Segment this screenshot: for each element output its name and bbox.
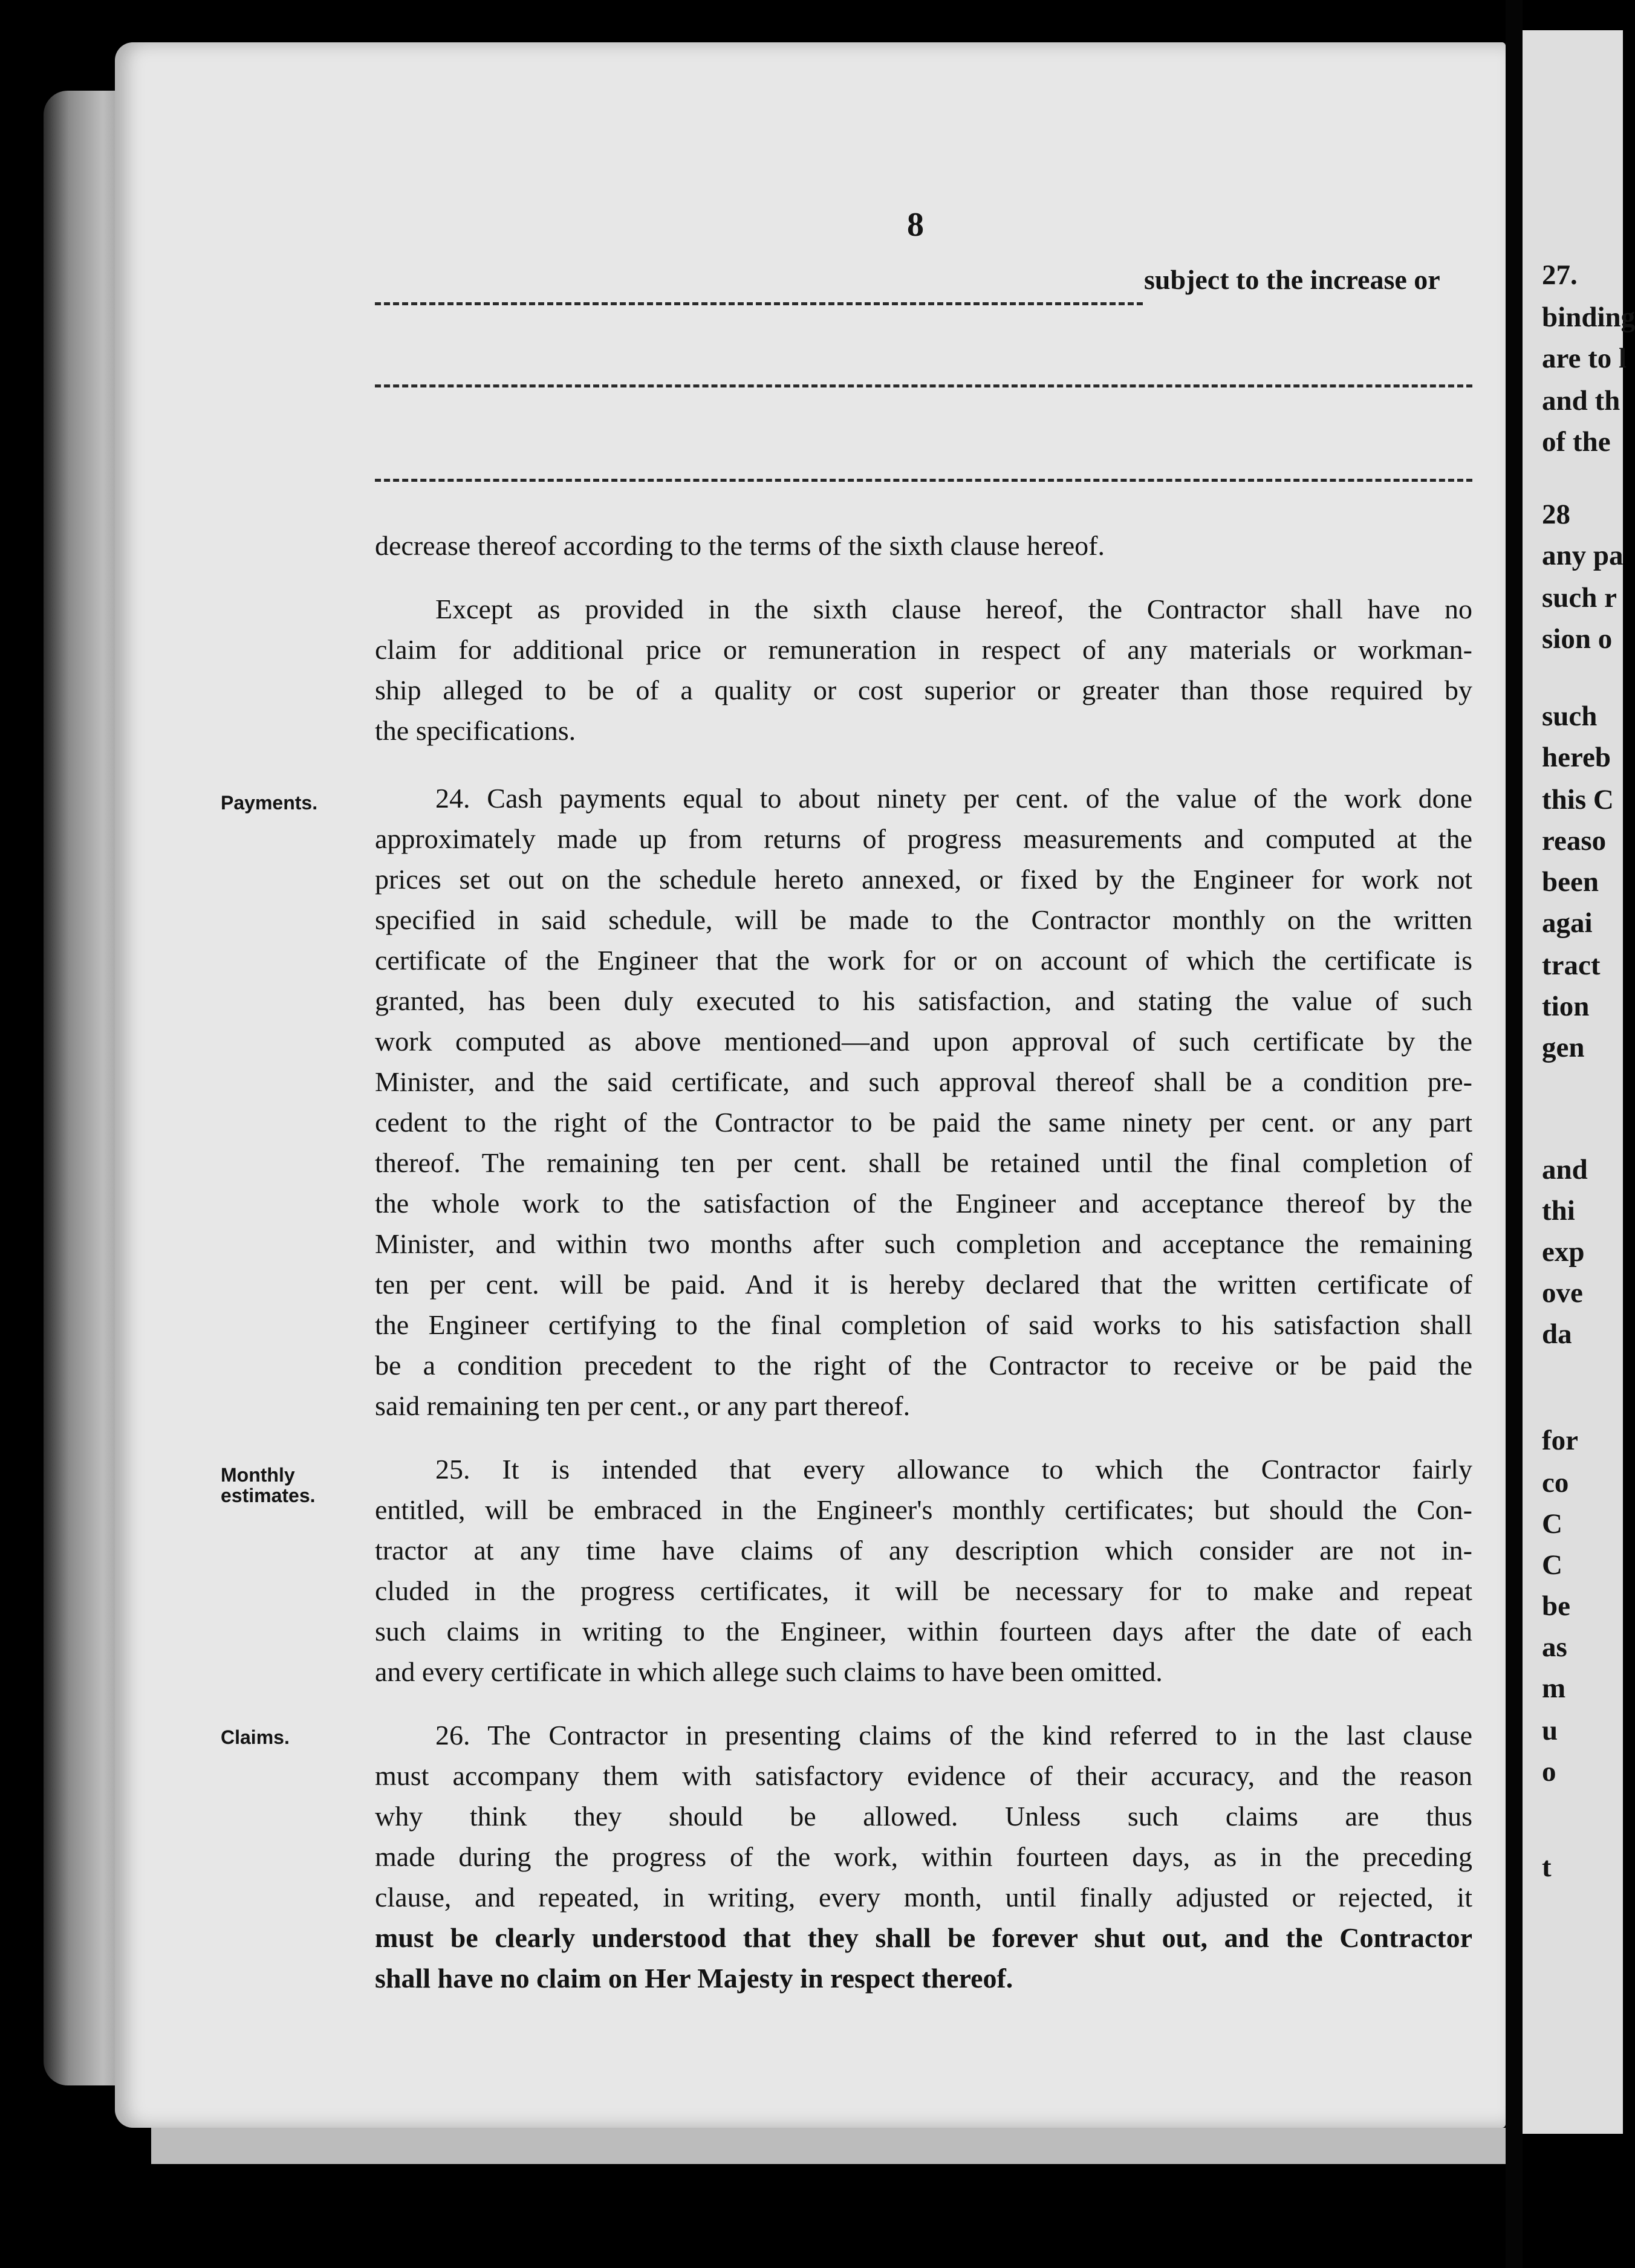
body-line: the whole work to the satisfaction of the Engineer and acceptance thereof by the	[375, 1188, 1472, 1219]
body-line: decrease thereof according to the terms of the sixth clause hereof.	[375, 530, 1105, 561]
body-line: thereof. The remaining ten per cent. shall be retained until the final completion of	[375, 1147, 1472, 1178]
body-line: tractor at any time have claims of any description which consider are not in-	[375, 1535, 1472, 1566]
body-line: shall have no claim on Her Majesty in respect thereof.	[375, 1963, 1013, 1994]
body-line: such claims in writing to the Engineer, within fourteen days after the date of each	[375, 1616, 1472, 1647]
body-line: ship alleged to be of a quality or cost superior or greater than those required by	[375, 675, 1472, 705]
body-line: Minister, and within two months after such completion and acceptance the remaining	[375, 1228, 1472, 1259]
facing-fragment: for	[1542, 1425, 1579, 1456]
body-line: approximately made up from returns of progress measurements and computed at the	[375, 823, 1472, 854]
facing-fragment: sion o	[1542, 623, 1613, 655]
facing-fragment: ove	[1542, 1277, 1583, 1309]
body-line: entitled, will be embraced in the Engineer's monthly certificates; but should the Con-	[375, 1494, 1472, 1525]
body-line: specified in said schedule, will be made to the Contractor monthly on the written	[375, 904, 1472, 935]
facing-fragment: such r	[1542, 582, 1617, 614]
page-stack-edge	[151, 2128, 1506, 2164]
book-gutter	[1506, 0, 1523, 2268]
body-line: made during the progress of the work, within fourteen days, as in the preceding	[375, 1841, 1472, 1872]
facing-fragment: t	[1542, 1852, 1552, 1883]
facing-fragment: reaso	[1542, 825, 1607, 857]
facing-fragment: 28	[1542, 499, 1570, 530]
facing-fragment: tract	[1542, 950, 1601, 981]
facing-fragment: agai	[1542, 907, 1593, 939]
body-line: the Engineer certifying to the final completion of said works to his satisfaction shall	[375, 1309, 1472, 1340]
body-line: be a condition precedent to the right of the Contractor to receive or be paid the	[375, 1350, 1472, 1381]
facing-fragment: C	[1542, 1549, 1562, 1581]
margin-note-monthly: Monthly	[221, 1464, 295, 1486]
facing-fragment: o	[1542, 1756, 1556, 1787]
facing-fragment: are to l	[1542, 343, 1627, 374]
facing-fragment: of the	[1542, 426, 1611, 458]
facing-fragment: and	[1542, 1154, 1588, 1185]
body-line: claim for additional price or remuneration in respect of any materials or workman-	[375, 634, 1472, 665]
clause-fragment: subject to the increase or	[1144, 264, 1440, 295]
body-line: the specifications.	[375, 715, 576, 746]
facing-fragment: thi	[1542, 1195, 1575, 1226]
body-line: must accompany them with satisfactory evidence of their accuracy, and the reason	[375, 1760, 1472, 1791]
body-line: Except as provided in the sixth clause hereof, the Contractor shall have no	[435, 594, 1472, 624]
body-line: why think they should be allowed. Unless such claims are thus	[375, 1801, 1472, 1832]
facing-fragment: exp	[1542, 1236, 1585, 1268]
facing-fragment: co	[1542, 1467, 1569, 1498]
body-line: cedent to the right of the Contractor to be paid the same ninety per cent. or any part	[375, 1107, 1472, 1138]
facing-fragment: 27.	[1542, 259, 1578, 291]
margin-note-estimates: estimates.	[221, 1485, 316, 1506]
body-line: clause, and repeated, in writing, every month, until finally adjusted or rejected, it	[375, 1882, 1472, 1913]
body-line: Minister, and the said certificate, and such approval thereof shall be a condition pre-	[375, 1066, 1472, 1097]
facing-fragment: binding	[1542, 302, 1635, 333]
body-line: cluded in the progress certificates, it will be necessary for to make and repeat	[375, 1575, 1472, 1606]
blank-fill-line	[375, 479, 1472, 482]
facing-fragment: m	[1542, 1673, 1566, 1704]
facing-fragment: be	[1542, 1590, 1570, 1622]
page-number: 8	[907, 206, 924, 244]
facing-fragment: been	[1542, 866, 1599, 898]
body-line: and every certificate in which allege such claims to have been omitted.	[375, 1656, 1163, 1687]
body-line: 24. Cash payments equal to about ninety per cent. of the value of the work done	[435, 783, 1472, 814]
body-line: work computed as above mentioned—and upon approval of such certificate by the	[375, 1026, 1472, 1057]
blank-fill-line	[375, 302, 1143, 305]
facing-fragment: this C	[1542, 784, 1614, 815]
facing-fragment: such	[1542, 701, 1598, 732]
facing-fragment: gen	[1542, 1032, 1585, 1063]
margin-note-claims: Claims.	[221, 1726, 290, 1748]
body-line: certificate of the Engineer that the work for or on account of which the certificate is	[375, 945, 1472, 976]
facing-fragment: C	[1542, 1508, 1562, 1540]
body-line: ten per cent. will be paid. And it is hereby declared that the written certificate of	[375, 1269, 1472, 1300]
facing-fragment: da	[1542, 1318, 1572, 1350]
facing-fragment: as	[1542, 1631, 1567, 1663]
body-line: must be clearly understood that they shall be forever shut out, and the Contractor	[375, 1922, 1472, 1953]
body-line: said remaining ten per cent., or any part thereof.	[375, 1390, 911, 1421]
body-line: 26. The Contractor in presenting claims of the kind referred to in the last clause	[435, 1720, 1472, 1751]
facing-fragment: hereb	[1542, 742, 1611, 773]
blank-fill-line	[375, 384, 1472, 387]
body-line: 25. It is intended that every allowance to which the Contractor fairly	[435, 1454, 1472, 1485]
facing-fragment: and th	[1542, 385, 1620, 416]
facing-fragment: any pa	[1542, 540, 1624, 571]
margin-note-payments: Payments.	[221, 792, 318, 814]
body-line: granted, has been duly executed to his satisfaction, and stating the value of such	[375, 985, 1472, 1016]
facing-page	[1523, 30, 1635, 2134]
facing-fragment: u	[1542, 1715, 1558, 1746]
body-line: prices set out on the schedule hereto annexed, or fixed by the Engineer for work not	[375, 864, 1472, 895]
facing-fragment: tion	[1542, 991, 1590, 1022]
